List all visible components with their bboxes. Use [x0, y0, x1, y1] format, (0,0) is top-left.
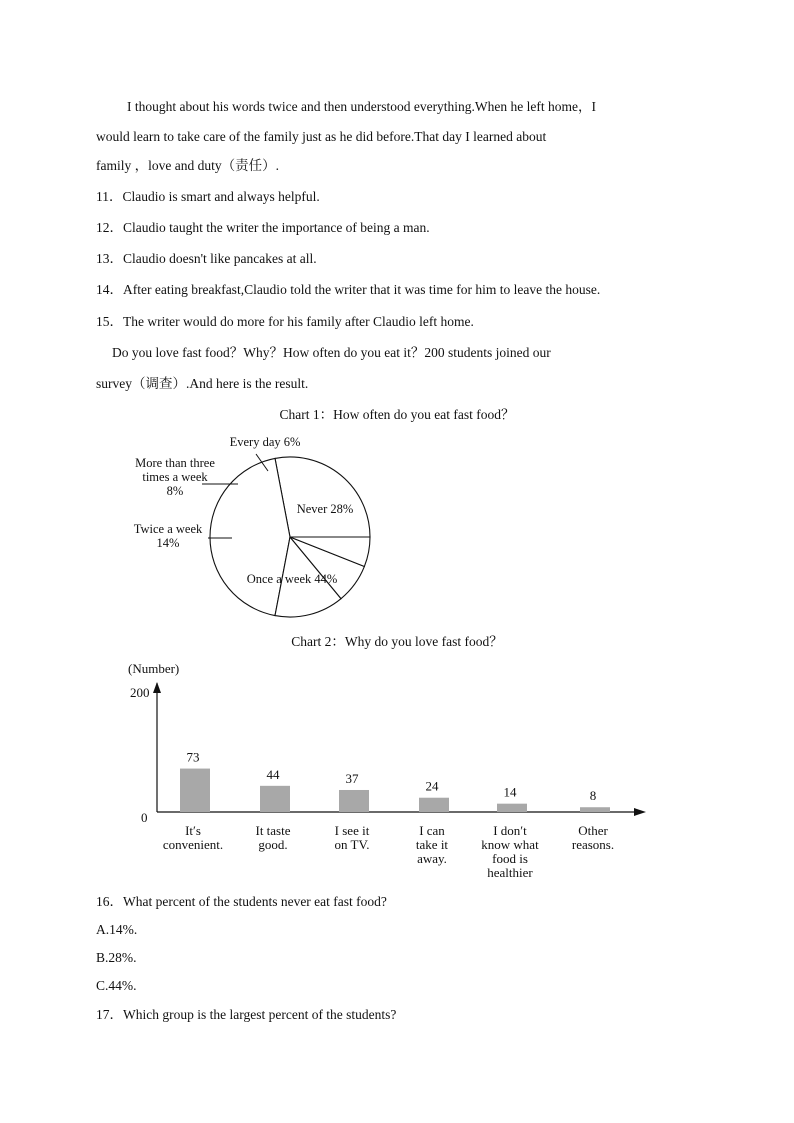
- bar: [180, 769, 210, 812]
- category-label: It taste: [255, 823, 291, 838]
- bar-value-label: 37: [345, 770, 359, 786]
- pie-slice-label: 14%: [156, 536, 180, 550]
- passage-line-1: I thought about his words twice and then understood everything.When he left home，I: [127, 99, 597, 114]
- statement-number: 14．: [96, 282, 123, 297]
- category-label: I see it: [334, 823, 370, 838]
- option-c: C.44%.: [96, 978, 137, 993]
- bar: [497, 804, 527, 812]
- statement-number: 13．: [96, 251, 123, 266]
- statement-14: [96, 281, 600, 299]
- pie-slice-label: Twice a week: [133, 522, 203, 536]
- pie-slice-label: times a week: [142, 470, 208, 484]
- category-label: away.: [417, 851, 447, 866]
- bar-value-label: 73: [186, 749, 200, 765]
- y-axis-label: (Number): [128, 661, 180, 676]
- question-17-text: 17．Which group is the largest percent of the students?: [96, 1007, 397, 1022]
- bar: [339, 790, 369, 812]
- statement-text: After eating breakfast,Claudio told the writer that it was time for him to leave the house.: [123, 282, 601, 297]
- pie-slice-label: Once a week 44%: [246, 572, 338, 586]
- pie-slice: [210, 458, 290, 615]
- bar: [419, 798, 449, 812]
- y-tick-label: 200: [130, 685, 150, 700]
- statement-12: [96, 219, 430, 237]
- survey-line-2: survey（调查）.And here is the result.: [96, 376, 309, 391]
- category-label: on TV.: [334, 837, 370, 852]
- category-label: Other: [578, 823, 608, 838]
- category-label: good.: [258, 837, 288, 852]
- category-label: take it: [415, 837, 449, 852]
- y-tick-label: 0: [141, 810, 148, 825]
- option-a: A.14%.: [96, 922, 138, 937]
- category-label: convenient.: [162, 837, 224, 852]
- bar-value-label: 14: [503, 784, 517, 800]
- statement-number: 11．: [96, 189, 123, 204]
- category-label: I don′t: [493, 823, 527, 838]
- statement-text: Claudio is smart and always helpful.: [122, 189, 320, 204]
- pie-slice-label: Never 28%: [296, 502, 354, 516]
- bar-value-label: 8: [589, 788, 597, 804]
- statement-text: Claudio doesn't like pancakes at all.: [123, 251, 317, 266]
- category-label: healthier: [487, 865, 533, 880]
- pie-slice: [275, 457, 370, 537]
- pie-slice-label: More than three: [135, 456, 215, 470]
- survey-line-1: Do you love fast food？Why？How often do you eat it？200 students joined our: [112, 345, 551, 360]
- statement-number: 12．: [96, 220, 123, 235]
- category-label: It′s: [185, 823, 201, 838]
- statement-15: [96, 313, 474, 331]
- passage-line-3: family ，love and duty（责任）.: [96, 158, 279, 173]
- pie-slice-label: 8%: [166, 484, 184, 498]
- chart2-title: Chart 2：Why do you love fast food？: [291, 634, 503, 649]
- pie-chart: [0, 425, 794, 640]
- y-axis-arrow: [153, 682, 161, 693]
- pie-slice-label: Every day 6%: [229, 435, 301, 449]
- category-label: I can: [419, 823, 445, 838]
- option-b: B.28%.: [96, 950, 137, 965]
- question-16-text: 16．What percent of the students never eat fast food?: [96, 894, 387, 909]
- statement-number: 15．: [96, 314, 123, 329]
- x-axis-arrow: [634, 808, 646, 816]
- category-label: reasons.: [571, 837, 615, 852]
- category-label: food is: [492, 851, 528, 866]
- bar-value-label: 44: [266, 766, 280, 782]
- chart1-title: Chart 1：How often do you eat fast food？: [279, 407, 515, 422]
- bars: [163, 750, 614, 880]
- category-label: know what: [481, 837, 539, 852]
- passage-line-2: would learn to take care of the family just as he did before.That day I learned about: [96, 129, 547, 144]
- statement-13: [96, 250, 317, 268]
- bar-value-label: 24: [425, 778, 439, 794]
- statement-text: Claudio taught the writer the importance of being a man.: [123, 220, 430, 235]
- bar: [580, 807, 610, 812]
- bar: [260, 786, 290, 812]
- statement-11: [96, 188, 320, 206]
- bar-chart: [0, 655, 794, 890]
- pie-slices: [210, 457, 370, 617]
- statement-text: The writer would do more for his family after Claudio left home.: [123, 314, 474, 329]
